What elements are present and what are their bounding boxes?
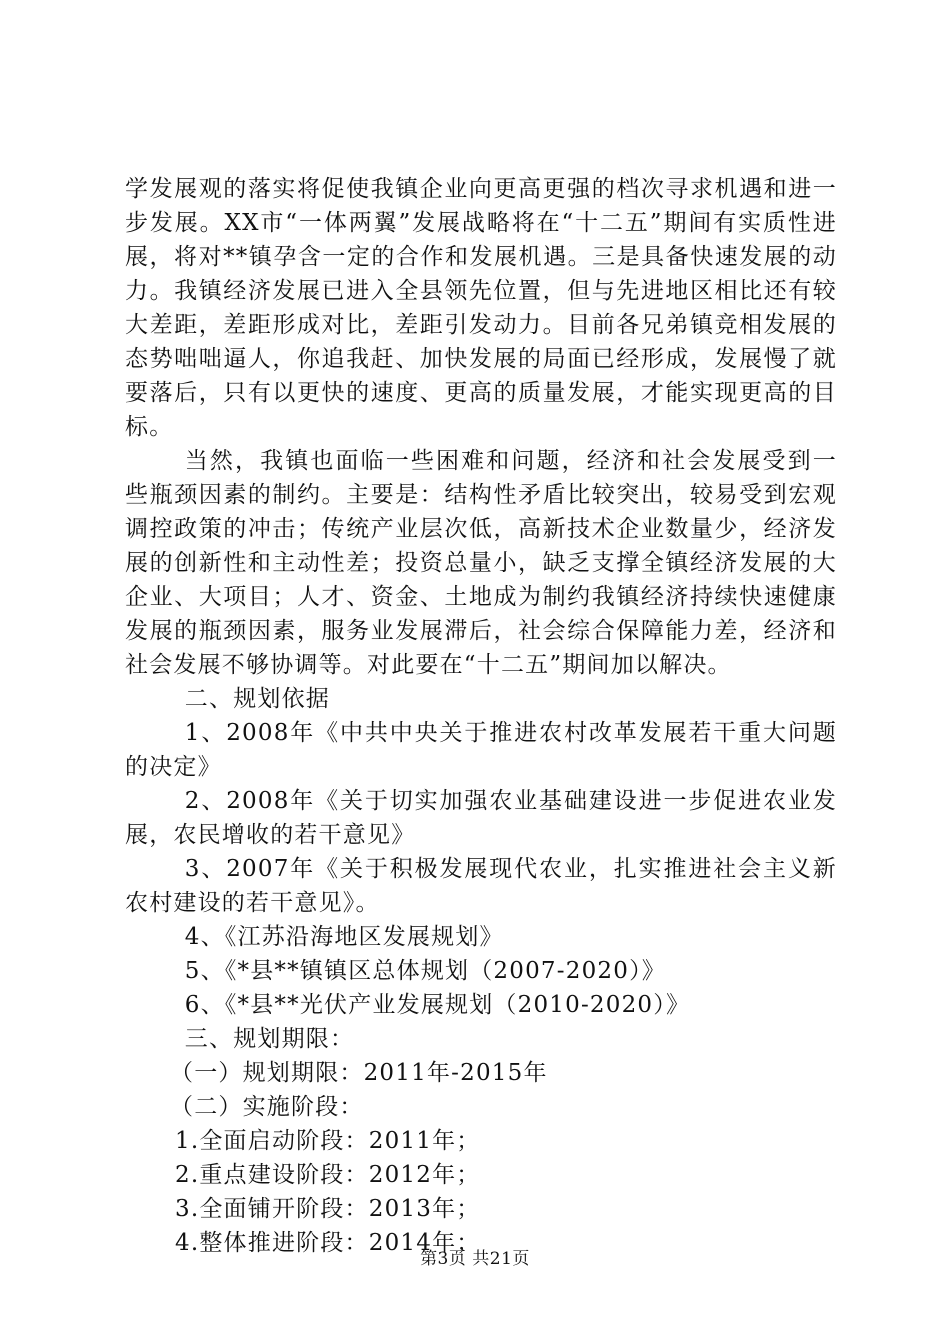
period-subsection-1: （一）规划期限：2011年-2015年 <box>170 1060 548 1086</box>
basis-item-2: 2、2008年《关于切实加强农业基础建设进一步促进农业发展，农民增收的若干意见》 <box>125 788 837 848</box>
basis-item-5: 5、《*县**镇镇区总体规划（2007-2020）》 <box>184 958 666 984</box>
page-number-footer: 第3页 共21页 <box>420 1249 530 1269</box>
phase-item-2: 2.重点建设阶段：2012年； <box>175 1162 481 1188</box>
basis-item-4: 4、《江苏沿海地区发展规划》 <box>184 924 504 950</box>
paragraph-development-opportunities: 学发展观的落实将促使我镇企业向更高更强的档次寻求机遇和进一步发展。XX市“一体两翼”发展战略将在“十二五”期间有实质性进展，将对**镇孕含一定的合作和发展机遇。三是具备快速发展的动力。我镇经济发展已进入全县领先位置，但与先进地区相比还有较大差距，差距形成对比，差距引发动力。目前各兄弟镇竞相发展的态势咄咄逼人，你追我赶、加快发展的局面已经形成，发展慢了就要落后，只有以更快的速度、更高的质量发展，才能实现更高的目标。 <box>125 176 837 440</box>
document-body <box>125 172 837 1260</box>
basis-item-3: 3、2007年《关于积极发展现代农业，扎实推进社会主义新农村建设的若干意见》。 <box>125 856 837 916</box>
section-heading-planning-period: 三、规划期限： <box>184 1026 355 1052</box>
basis-item-6: 6、《*县**光伏产业发展规划（2010-2020）》 <box>184 992 691 1018</box>
phase-item-4: 4.整体推进阶段：2014年； <box>175 1230 481 1256</box>
period-subsection-2: （二）实施阶段： <box>170 1094 364 1120</box>
section-heading-planning-basis: 二、规划依据 <box>184 686 330 712</box>
phase-item-1: 1.全面启动阶段：2011年； <box>175 1128 481 1154</box>
paragraph-difficulties: 当然，我镇也面临一些困难和问题，经济和社会发展受到一些瓶颈因素的制约。主要是：结构性矛盾比较突出，较易受到宏观调控政策的冲击；传统产业层次低，高新技术企业数量少，经济发展的创新性和主动性差；投资总量小，缺乏支撑全镇经济发展的大企业、大项目；人才、资金、土地成为制约我镇经济持续快速健康发展的瓶颈因素，服务业发展滞后，社会综合保障能力差，经济和社会发展不够协调等。对此要在“十二五”期间加以解决。 <box>125 448 837 678</box>
basis-item-1: 1、2008年《中共中央关于推进农村改革发展若干重大问题的决定》 <box>125 720 837 780</box>
phase-item-3: 3.全面铺开阶段：2013年； <box>175 1196 481 1222</box>
